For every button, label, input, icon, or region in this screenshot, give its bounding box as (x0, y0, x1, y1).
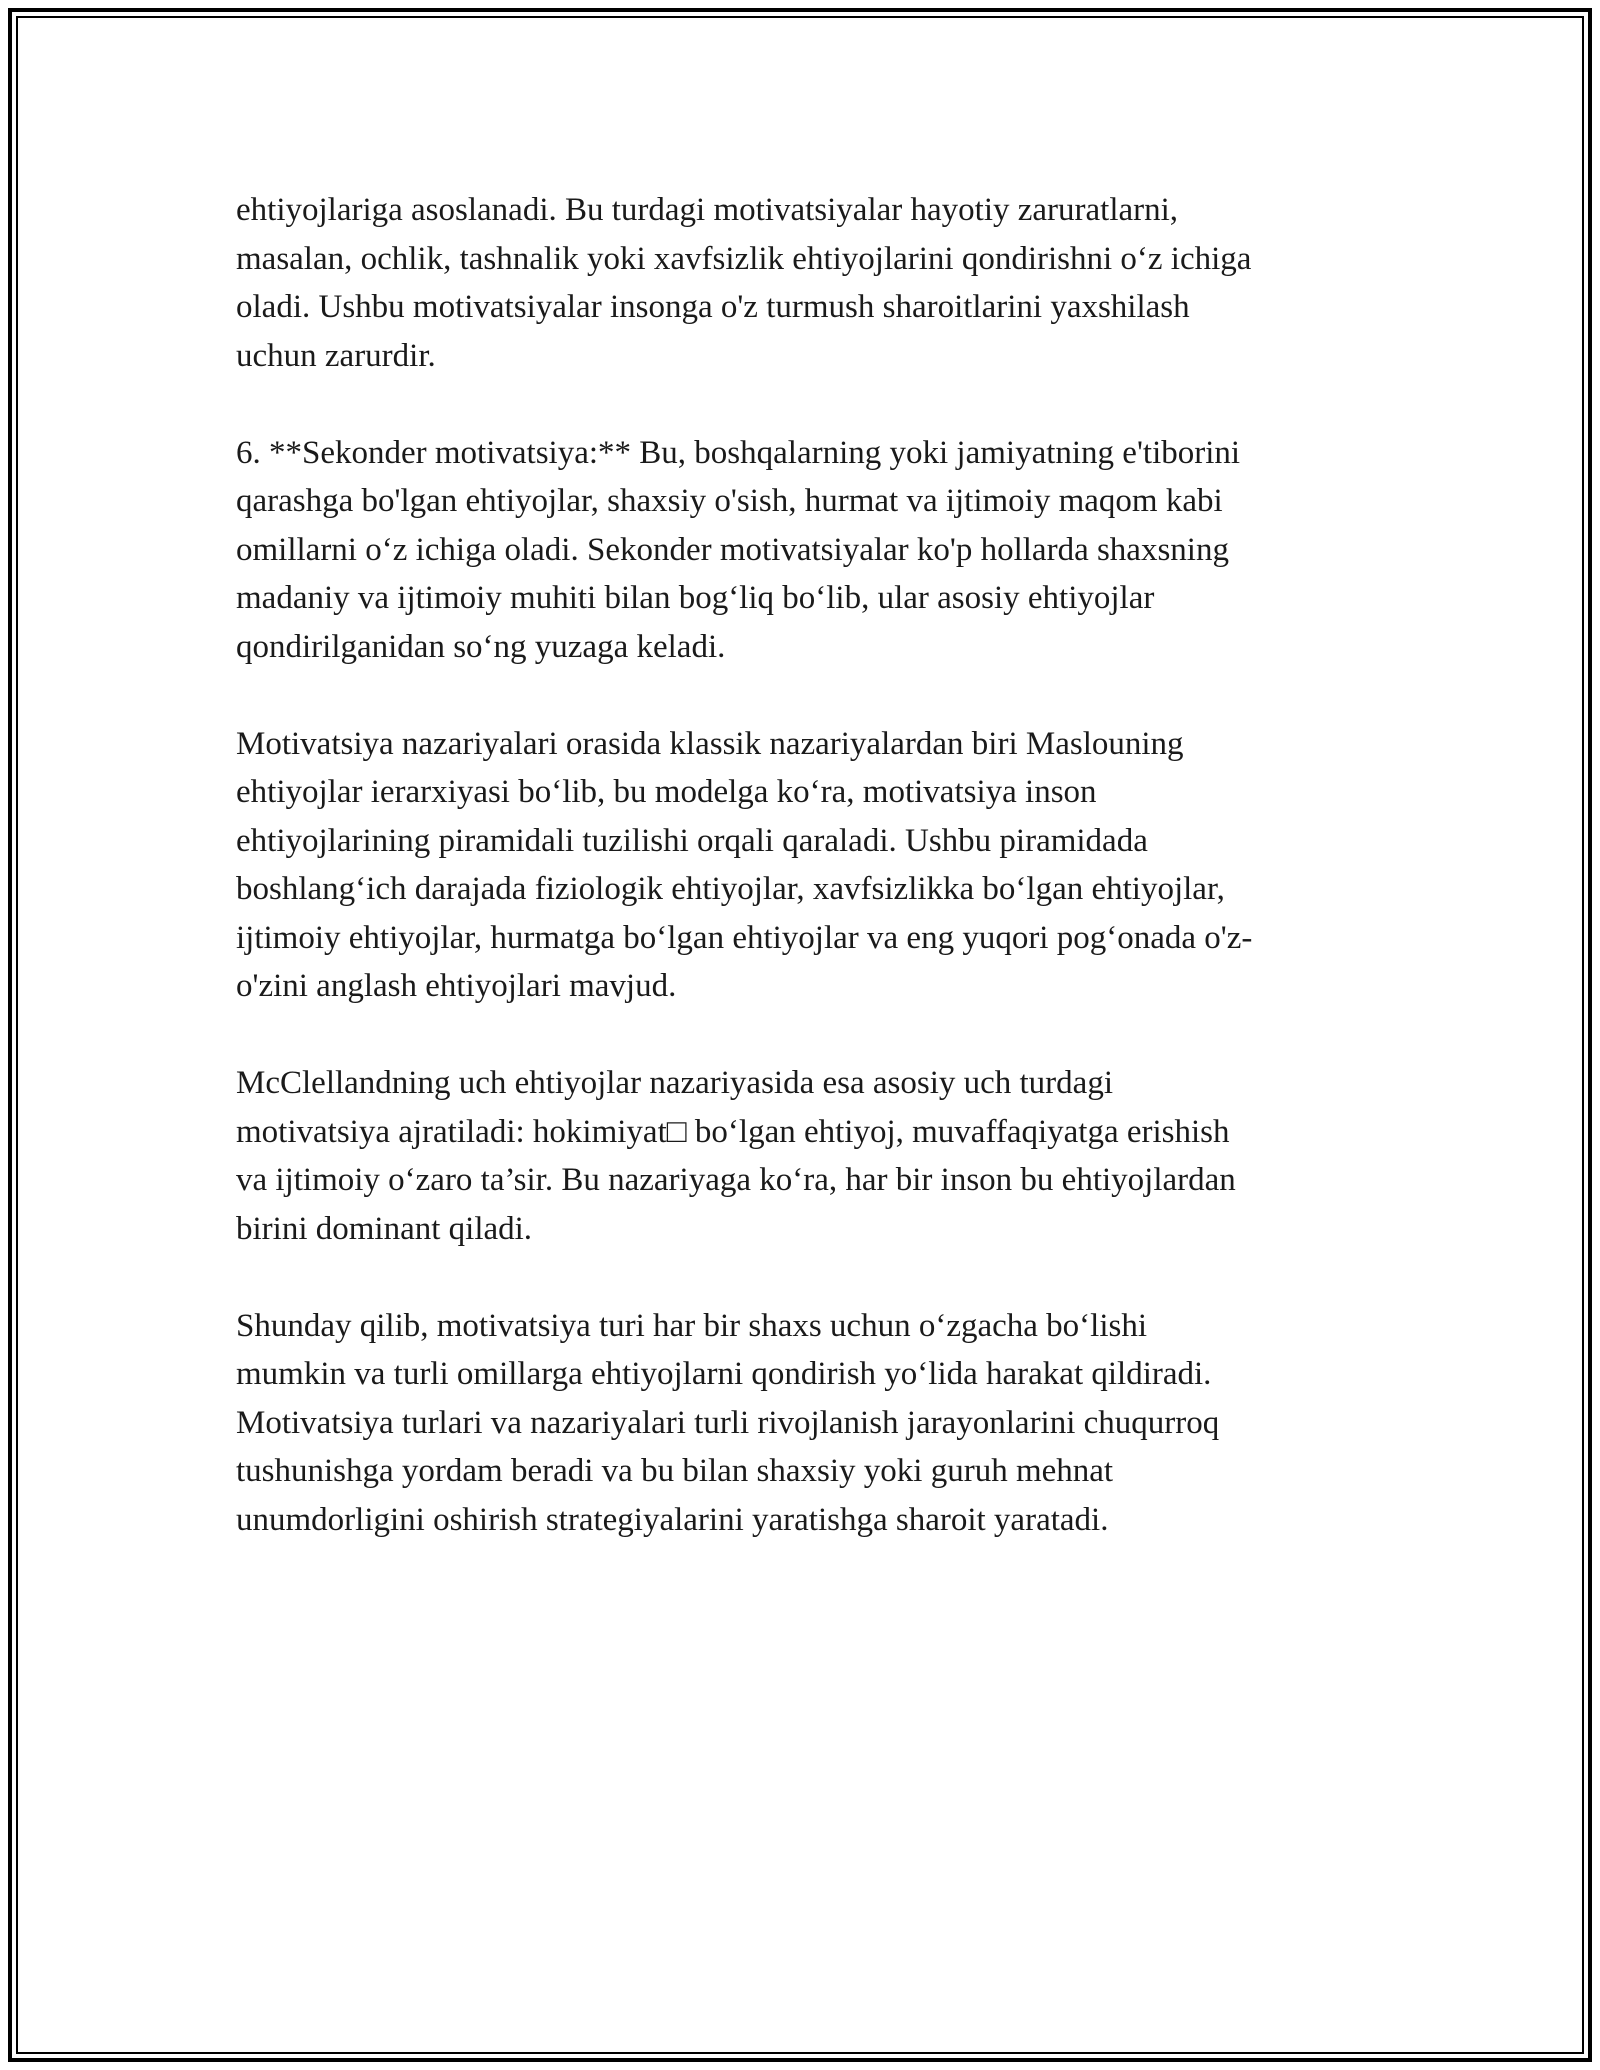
text-line: ehtiyojlar ierarxiyasi bo‘lib, bu modelga ko‘ra, motivatsiya inson (236, 774, 1097, 810)
text-line: madaniy va ijtimoiy muhiti bilan bog‘liq bo‘lib, ular asosiy ehtiyojlar (236, 580, 1155, 616)
text-line: tushunishga yordam beradi va bu bilan shaxsiy yoki guruh mehnat (236, 1453, 1114, 1489)
text-line: Shunday qilib, motivatsiya turi har bir shaxs uchun o‘zgacha bo‘lishi (236, 1307, 1147, 1344)
text-line: ijtimoiy ehtiyojlar, hurmatga bo‘lgan ehtiyojlar va eng yuqori pog‘onada o'z- (236, 919, 1253, 956)
text-line: unumdorligini oshirish strategiyalarini yaratishga sharoit yaratadi. (236, 1501, 1109, 1538)
text-line: Motivatsiya nazariyalari orasida klassik nazariyalardan biri Maslouning (236, 725, 1184, 762)
text-line: qarashga bo'lgan ehtiyojlar, shaxsiy o'sish, hurmat va ijtimoiy maqom kabi (236, 483, 1223, 519)
paragraph-secondary-motivation (236, 429, 1376, 672)
paragraph-conclusion (236, 1302, 1376, 1545)
text-line: qondirilganidan so‘ng yuzaga keladi. (236, 628, 726, 665)
text-line: o'zini anglash ehtiyojlari mavjud. (236, 968, 677, 1004)
text-line: ehtiyojlarining piramidali tuzilishi orqali qaraladi. Ushbu piramidada (236, 822, 1148, 859)
text-line: masalan, ochlik, tashnalik yoki xavfsizlik ehtiyojlarini qondirishni o‘z ichiga (236, 240, 1252, 277)
text-line: motivatsiya ajratiladi: hokimiyat□ bo‘lgan ehtiyoj, muvaffaqiyatga erishish (236, 1113, 1230, 1150)
text-line: birini dominant qiladi. (236, 1210, 533, 1247)
document-body (236, 186, 1376, 1544)
text-line: oladi. Ushbu motivatsiyalar insonga o'z turmush sharoitlarini yaxshilash (236, 289, 1190, 325)
text-line: McClellandning uch ehtiyojlar nazariyasida esa asosiy uch turdagi (236, 1065, 1113, 1101)
text-line: va ijtimoiy o‘zaro ta’sir. Bu nazariyaga ko‘ra, har bir inson bu ehtiyojlardan (236, 1162, 1236, 1198)
text-line: mumkin va turli omillarga ehtiyojlarni qondirish yo‘lida harakat qildiradi. (236, 1356, 1212, 1392)
paragraph-primary-needs (236, 186, 1376, 380)
paragraph-mcclelland-theory (236, 1059, 1376, 1253)
text-line: 6. **Sekonder motivatsiya:** Bu, boshqalarning yoki jamiyatning e'tiborini (236, 434, 1241, 471)
paragraph-maslow-hierarchy (236, 720, 1376, 1011)
text-line: omillarni o‘z ichiga oladi. Sekonder motivatsiyalar ko'p hollarda shaxsning (236, 531, 1229, 568)
text-line: boshlang‘ich darajada fiziologik ehtiyojlar, xavfsizlikka bo‘lgan ehtiyojlar, (236, 871, 1225, 907)
text-line: ehtiyojlariga asoslanadi. Bu turdagi motivatsiyalar hayotiy zaruratlarni, (236, 192, 1179, 228)
text-line: uchun zarurdir. (236, 337, 436, 374)
text-line: Motivatsiya turlari va nazariyalari turli rivojlanish jarayonlarini chuqurroq (236, 1404, 1220, 1441)
